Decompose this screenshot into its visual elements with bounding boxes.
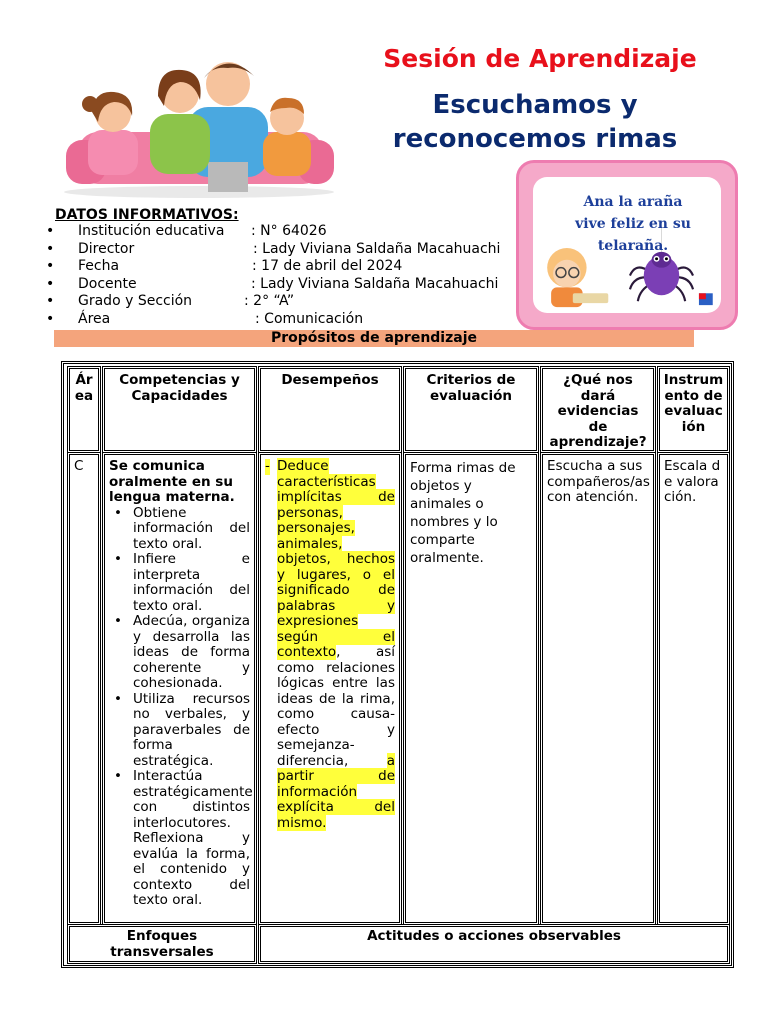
- session-topic: [360, 88, 710, 156]
- desempeno-highlight-1: Deduce características implícitas de personas, personajes, animales, objetos, hechos y lugares, o el significado de palabras y expresiones según el contexto: [277, 458, 395, 660]
- cell-competencias: [102, 452, 257, 925]
- learning-table: [61, 361, 734, 968]
- header-evidencias: ¿Qué nos dará evidencias de aprendizaje?: [540, 366, 656, 453]
- cell-criterios: Forma rimas de objetos y animales o nombres y lo comparte oralmente.: [403, 452, 539, 925]
- datos-title: DATOS INFORMATIVOS:: [55, 207, 239, 223]
- capacidad-item: [109, 768, 253, 831]
- desempeno-text: [265, 459, 395, 831]
- cell-evidencias: Escucha a sus compañeros/as con atención.: [540, 452, 656, 925]
- datos-label: Institución educativa: [78, 223, 225, 239]
- datos-value: : Lady Viviana Saldaña Macahuachi: [253, 240, 501, 257]
- header-area: Área: [67, 366, 101, 453]
- capacidad-text: Infiere e interpreta información del texto oral.: [133, 551, 250, 614]
- bullet: •: [114, 768, 122, 784]
- datos-value: : 2° “A”: [244, 293, 295, 310]
- rhyme-card: [516, 160, 738, 330]
- datos-label: Área: [78, 310, 111, 327]
- datos-label: Docente: [78, 275, 137, 292]
- capacidad-text: Utiliza recursos no verbales, y paraverbales de forma estratégica.: [133, 690, 250, 769]
- bullet: •: [46, 275, 55, 292]
- bullet: •: [46, 293, 55, 310]
- capacidad-item: [109, 506, 250, 553]
- rhyme-line-1: Ana la araña: [583, 194, 683, 210]
- topic-line-2: reconocemos rimas: [392, 124, 678, 154]
- bullet: •: [46, 258, 55, 275]
- capacidad-item: [109, 692, 250, 770]
- datos-label: Director: [78, 240, 135, 257]
- cell-desempenos: [258, 452, 402, 925]
- capacidad-item: [109, 552, 250, 614]
- bullet: •: [46, 240, 55, 257]
- bullet: •: [114, 551, 122, 567]
- topic-line-1: Escuchamos y: [432, 90, 638, 120]
- purpose-bar: Propósitos de aprendizaje: [54, 330, 694, 347]
- header-instrumento: Instrumento de evaluación: [657, 366, 730, 453]
- header-desempenos: Desempeños: [258, 366, 402, 453]
- competencia-title: Se comunica oralmente en su lengua materna.: [109, 458, 235, 505]
- rhyme-text: [543, 191, 721, 257]
- footer-enfoques: Enfoques transversales: [67, 924, 257, 964]
- capacidad-item: [109, 614, 250, 692]
- bullet: •: [114, 504, 122, 521]
- datos-value: : Lady Viviana Saldaña Macahuachi: [251, 275, 499, 292]
- capacidad-text: Adecúa, organiza y desarrolla las ideas de forma coherente y cohesionada.: [133, 613, 250, 691]
- datos-value: : 17 de abril del 2024: [252, 258, 403, 275]
- family-illustration: [58, 52, 340, 200]
- bullet: •: [114, 613, 122, 629]
- datos-label: Fecha: [78, 258, 120, 275]
- desempeno-plain: , así como relaciones lógicas entre las ideas de la rima, como causa-efecto y semejanza-diferencia,: [277, 644, 395, 769]
- capacidad-text: Interactúa estratégicamente con distintos interlocutores.: [133, 768, 253, 831]
- datos-label: Grado y Sección: [78, 293, 193, 310]
- desempeno-highlight-2: a partir de información explícita del mismo.: [277, 752, 395, 831]
- capacidad-text: Obtiene información del texto oral.: [133, 504, 250, 552]
- session-title: Sesión de Aprendizaje: [383, 44, 697, 73]
- cell-area: C: [67, 452, 101, 925]
- capacidad-item: [109, 831, 250, 909]
- desempeno-dash: -: [265, 458, 270, 474]
- rhyme-line-2: vive feliz en su telaraña.: [575, 216, 691, 254]
- footer-actitudes: Actitudes o acciones observables: [258, 924, 730, 964]
- bullet: •: [46, 223, 55, 239]
- bullet: •: [46, 310, 55, 327]
- bullet: •: [114, 690, 122, 707]
- rhyme-card-inner: [533, 177, 721, 313]
- header-competencias: Competencias y Capacidades: [102, 366, 257, 453]
- datos-value: : Comunicación: [255, 310, 364, 327]
- datos-value: : N° 64026: [251, 223, 327, 239]
- capacidad-text: Reflexiona y evalúa la forma, el contenido y contexto del texto oral.: [133, 830, 250, 908]
- header-criterios: Criterios de evaluación: [403, 366, 539, 453]
- capacidades-list: [109, 504, 253, 909]
- cell-instrumento: Escala de valoración.: [657, 452, 730, 925]
